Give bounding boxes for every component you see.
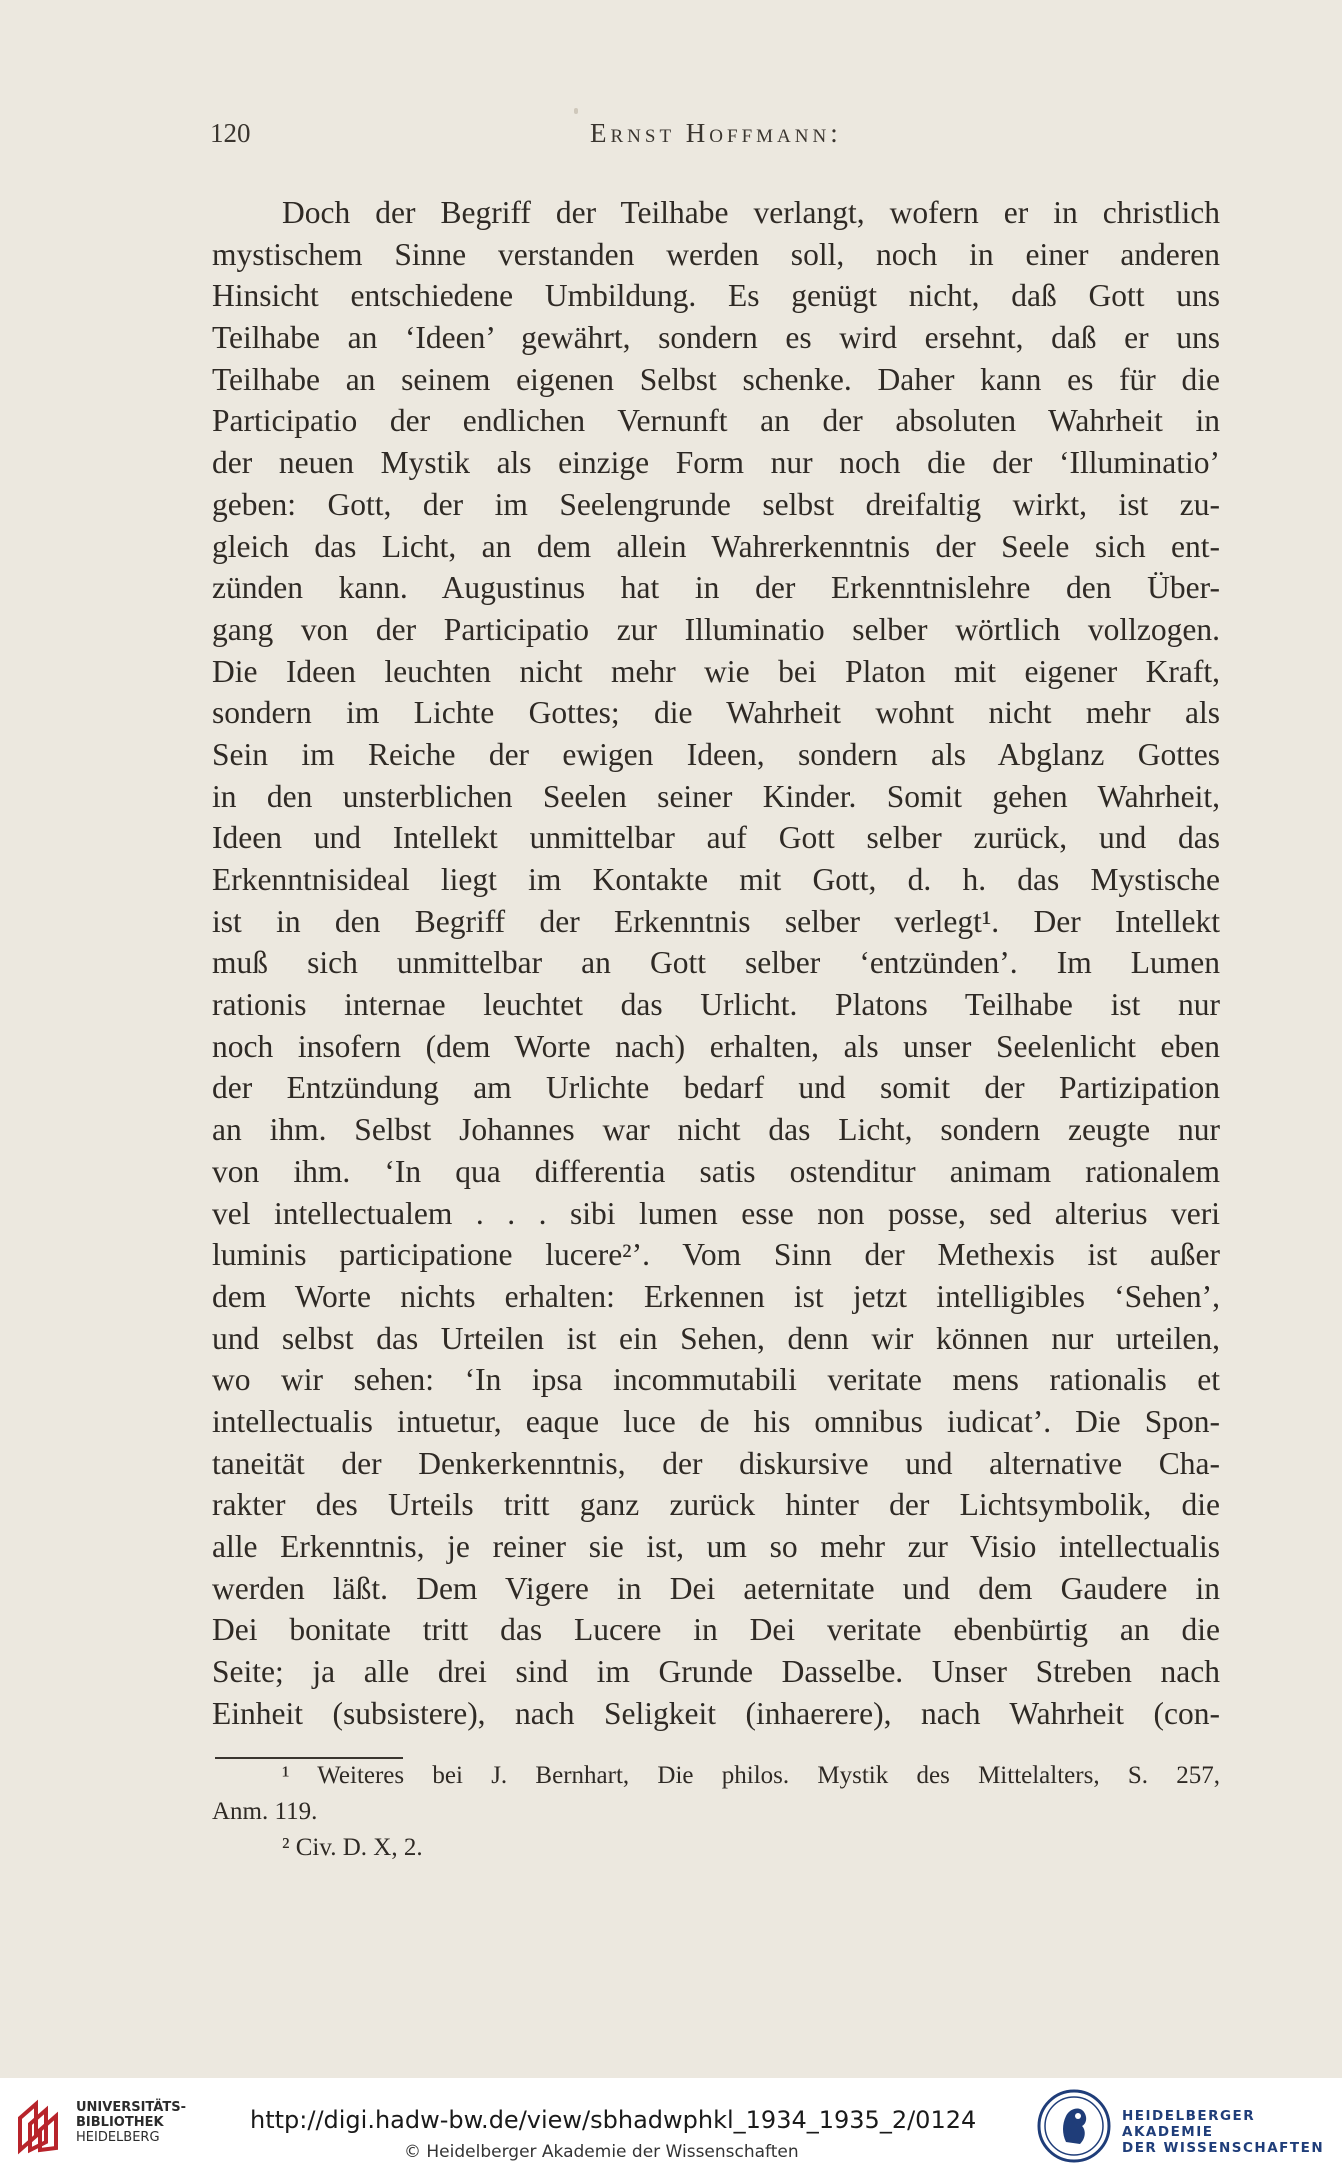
body-line: der neuen Mystik als einzige Form nur noch die der ‘Illuminatio’: [212, 445, 1220, 481]
body-line: Teilhabe an ‘Ideen’ gewährt, sondern es wird ersehnt, daß er uns: [212, 320, 1220, 356]
body-line: Hinsicht entschiedene Umbildung. Es genügt nicht, daß Gott uns: [212, 278, 1220, 314]
body-line: Dei bonitate tritt das Lucere in Dei veritate ebenbürtig an die: [212, 1612, 1220, 1648]
body-line: Erkenntnisideal liegt im Kontakte mit Gott, d. h. das Mystische: [212, 862, 1220, 897]
university-library-name: [76, 2100, 186, 2145]
body-line: Einheit (subsistere), nach Seligkeit (inhaerere), nach Wahrheit (con-: [212, 1695, 1220, 1731]
body-line: Teilhabe an seinem eigenen Selbst schenke. Daher kann es für die: [212, 361, 1220, 397]
body-line: Sein im Reiche der ewigen Ideen, sondern als Abglanz Gottes: [212, 736, 1220, 772]
body-line: luminis participatione lucere²’. Vom Sinn der Methexis ist außer: [212, 1237, 1220, 1273]
body-line: noch insofern (dem Worte nach) erhalten, als unser Seelenlicht eben: [212, 1028, 1220, 1064]
academy-name: [1122, 2108, 1342, 2156]
body-line: gleich das Licht, an dem allein Wahrerkenntnis der Seele sich ent-: [212, 528, 1220, 564]
body-line: an ihm. Selbst Johannes war nicht das Licht, sondern zeugte nur: [212, 1112, 1220, 1148]
university-library-logo-icon: [14, 2096, 64, 2156]
running-head: [210, 118, 1222, 158]
body-text: [212, 192, 1220, 1734]
body-line: taneität der Denkerkenntnis, der diskursive und alternative Cha-: [212, 1445, 1220, 1481]
copyright-notice: © Heidelberger Akademie der Wissenschaften: [404, 2142, 799, 2162]
body-line: rakter des Urteils tritt ganz zurück hinter der Lichtsymbolik, die: [212, 1487, 1220, 1523]
body-line: der Entzündung am Urlichte bedarf und somit der Partizipation: [212, 1070, 1220, 1106]
library-name-line-1: UNIVERSITÄTS-: [76, 2100, 186, 2115]
body-line: Ideen und Intellekt unmittelbar auf Gott selber zurück, und das: [212, 820, 1220, 856]
body-line: Die Ideen leuchten nicht mehr wie bei Platon mit eigener Kraft,: [212, 653, 1220, 689]
footnote-1-line-1: ¹ Weiteres bei J. Bernhart, Die philos. Mystik des Mittelalters, S. 257,: [282, 1762, 1220, 1789]
footnote-2: ² Civ. D. X, 2.: [282, 1834, 423, 1861]
body-line: rationis internae leuchtet das Urlicht. Platons Teilhabe ist nur: [212, 987, 1220, 1023]
body-line: Participatio der endlichen Vernunft an der absoluten Wahrheit in: [212, 403, 1220, 439]
body-line: in den unsterblichen Seelen seiner Kinder. Somit gehen Wahrheit,: [212, 778, 1220, 814]
page-number: 120: [210, 118, 251, 148]
academy-name-line-2: DER WISSENSCHAFTEN: [1122, 2140, 1325, 2156]
body-line: ist in den Begriff der Erkenntnis selber verlegt¹. Der Intellekt: [212, 903, 1220, 939]
body-line: muß sich unmittelbar an Gott selber ‘entzünden’. Im Lumen: [212, 945, 1220, 981]
running-title: Ernst Hoffmann:: [590, 118, 842, 148]
body-line: gang von der Participatio zur Illuminatio selber wörtlich vollzogen.: [212, 611, 1220, 647]
body-line: und selbst das Urteilen ist ein Sehen, denn wir können nur urteilen,: [212, 1320, 1220, 1356]
body-line: Seite; ja alle drei sind im Grunde Dasselbe. Unser Streben nach: [212, 1654, 1220, 1690]
academy-name-line-1: HEIDELBERGER AKADEMIE: [1122, 2108, 1256, 2140]
library-name-line-3: HEIDELBERG: [76, 2130, 160, 2145]
body-line: alle Erkenntnis, je reiner sie ist, um so mehr zur Visio intellectualis: [212, 1529, 1220, 1564]
body-line: wo wir sehen: ‘In ipsa incommutabili veritate mens rationalis et: [212, 1362, 1220, 1398]
body-line: Doch der Begriff der Teilhabe verlangt, wofern er in christlich: [282, 195, 1220, 230]
body-line: von ihm. ‘In qua differentia satis ostenditur animam rationalem: [212, 1153, 1220, 1189]
body-line: geben: Gott, der im Seelengrunde selbst dreifaltig wirkt, ist zu-: [212, 486, 1220, 522]
body-line: vel intellectualem . . . sibi lumen esse non posse, sed alterius veri: [212, 1195, 1220, 1231]
body-line: werden läßt. Dem Vigere in Dei aeternitate und dem Gaudere in: [212, 1570, 1220, 1606]
academy-seal-icon: [1036, 2088, 1112, 2164]
scan-speck: [574, 108, 578, 114]
body-line: sondern im Lichte Gottes; die Wahrheit wohnt nicht mehr als: [212, 695, 1220, 731]
permalink-url[interactable]: http://digi.hadw-bw.de/view/sbhadwphkl_1934_1935_2/0124: [250, 2106, 977, 2134]
footnote-1-line-2: Anm. 119.: [212, 1798, 318, 1825]
body-line: zünden kann. Augustinus hat in der Erkenntnislehre den Über-: [212, 570, 1220, 606]
body-line: dem Worte nichts erhalten: Erkennen ist jetzt intelligibles ‘Sehen’,: [212, 1278, 1220, 1314]
viewer-footer: [0, 2078, 1342, 2174]
body-line: mystischem Sinne verstanden werden soll, noch in einer anderen: [212, 236, 1220, 272]
library-name-line-2: BIBLIOTHEK: [76, 2115, 164, 2130]
body-line: intellectualis intuetur, eaque luce de his omnibus iudicat’. Die Spon-: [212, 1403, 1220, 1439]
footnotes: [212, 1758, 1220, 1866]
